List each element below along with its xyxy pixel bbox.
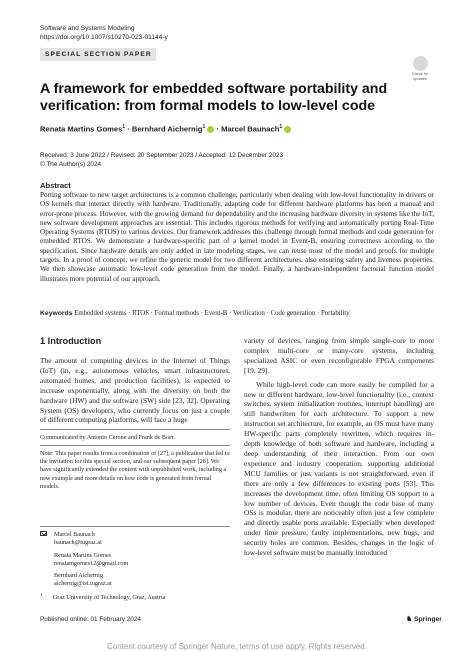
contact-list [40, 531, 230, 589]
note-divider [40, 445, 230, 446]
intro-right-column [244, 336, 434, 558]
author-name[interactable]: Bernhard Aichernig [131, 124, 203, 134]
keywords-label: Keywords [40, 310, 73, 317]
footnote-divider [40, 429, 230, 430]
author-affiliation-sup: 1 [122, 124, 126, 130]
contact-email[interactable]: aichernig@ist.tugraz.at [54, 580, 112, 588]
contact-entry [40, 531, 230, 548]
doi-link[interactable]: https://doi.org/10.1007/s10270-023-01144-y [40, 34, 168, 41]
contact-name: Marcel Baunach [54, 531, 95, 538]
orcid-icon[interactable] [207, 126, 214, 133]
author-separator: · [216, 124, 222, 134]
courtesy-notice: Content courtesy of Springer Nature, terms of use apply. Rights reserved. [107, 642, 367, 651]
publication-dates [40, 152, 283, 169]
contact-email[interactable]: baunach@tugraz.at [54, 539, 102, 547]
abstract-heading: Abstract [40, 181, 71, 190]
affiliation-text: Graz University of Technology, Graz, Austria [52, 594, 166, 602]
published-online: Published online: 01 February 2024 [40, 616, 141, 623]
communicated-by: Communicated by Antonio Cerone and Frank de Boer. [40, 434, 176, 441]
intro-right-paragraph: variety of devices, ranging from simple single-core to more complex multi-core or many-core systems, including specialized ASIC or even reconfigurable FPGA components [19, 29]. [244, 336, 434, 375]
contact-email[interactable]: renatamgomes12@gmail.com [54, 559, 129, 567]
author-name[interactable]: Marcel Baunach [221, 124, 280, 134]
springer-logo[interactable] [406, 615, 442, 623]
section-heading: 1 Introduction [40, 336, 102, 346]
publisher-name: Springer [413, 616, 442, 623]
section-label: SPECIAL SECTION PAPER [45, 51, 152, 58]
section-label-bar [40, 48, 156, 61]
journal-name: Software and Systems Modeling [40, 25, 135, 32]
springer-horse-icon: ♞ [406, 616, 413, 623]
author-list [40, 124, 291, 134]
paper-title: A framework for embedded software portability and verification: from formal models to low-level code [40, 81, 388, 114]
keywords-text: Embedded systems · RTOS · Formal methods · Event-B · Verification · Code generation · Portability [74, 310, 350, 317]
check-updates-icon [413, 56, 428, 71]
check-for-updates-badge[interactable] [407, 56, 433, 81]
journal-header [40, 24, 168, 42]
envelope-icon [40, 531, 47, 536]
intro-right-paragraph: While high-level code can more easily be compiled for a new or different hardware, low-level functionality (i.e., context switches, system initialization routines, interrupt handling) are still handwritten for each architecture. To support a new instruction set architecture, for example, an OS must have many HW-specific parts completely rewritten, which requires in-depth knowledge of both software and hardware, including a deep understanding of their interaction. From our own experience and industry cooperation, supporting additional MCU families or just variants is not straightforward, even if there are only a few differences to existing ports [53]. This increases the development time, often limiting OS support to a low number of devices. Even though the code base of many OSs is modular, there are noticeably often just a few complete and directly usable ports available. Especially when developed under time pressure, faulty implementations, new bugs, and security holes are common. Besides, changes in the logic of low-level software must be manually introduced [244, 379, 434, 558]
check-updates-label: Check for updates [411, 72, 429, 81]
orcid-icon[interactable] [284, 126, 291, 133]
contact-name: Bernhard Aichernig [54, 572, 103, 580]
author-name[interactable]: Renata Martins Gomes [40, 124, 123, 134]
author-separator: · [127, 124, 132, 134]
intro-left-paragraph: The amount of computing devices in the Internet of Things (IoT) (in, e.g., autonomous vehicles, smart infrastructures, automated homes, and production facilities), is expected to increase exponentially, along with the diversity on both the hardware (HW) and the software (SW) side [23, 32]. Operating System (OS) developers, who currently focus on just a couple of different computing platforms, will face a huge [40, 356, 230, 425]
keywords [40, 309, 434, 318]
author-affiliation-sup: 1 [202, 124, 206, 130]
contact-entry [40, 552, 230, 569]
abstract-text: Porting software to new target architectures is a common challenge, particularly when dealing with low-level functionality in drivers or OS kernels that interact directly with hardware. Traditionally, adapting code for different hardware platforms has been a manual and error-prone process. However, with the growing demand for dependability and the increasing hardware diversity in systems like the IoT, new software development approaches are essential. This includes rigorous methods for verifying and automatically porting Real-Time Operating Systems (RTOS) to various devices. Our framework addresses this challenge through formal methods and code generation for embedded RTOS. We demonstrate a hardware-specific part of a kernel model in Event-B, ensuring correctness according to the specification. Since hardware details are only added in late modeling stages, we can reuse most of the model and proofs for multiple targets. In a proof of concept, we refine the generic model for two different architectures, also ensuring safety and liveness properties. We then showcase automatic low-level code generation from the model. Finally, a hardware-independent factorial function model illustrates more potential of our approach. [40, 191, 434, 283]
affiliation-sup: 1 [40, 592, 43, 597]
paper-note: Note: This paper results from a combination of [27], a publication that led to the invitation for this special section, and our subsequent paper [28]. We have significantly extended the content with unpublished work, including a new example and more details on how code is generated from formal models. [40, 450, 230, 490]
contact-entry [40, 572, 230, 589]
contact-name: Renata Martins Gomes [54, 551, 112, 559]
affiliation [40, 592, 165, 601]
received-revised-accepted: Received: 3 June 2022 / Revised: 20 September 2023 / Accepted: 12 December 2023 [40, 152, 283, 159]
contact-divider [40, 526, 230, 527]
copyright-line: © The Author(s) 2024 [40, 160, 102, 168]
author-affiliation-sup: 1 [279, 124, 283, 130]
